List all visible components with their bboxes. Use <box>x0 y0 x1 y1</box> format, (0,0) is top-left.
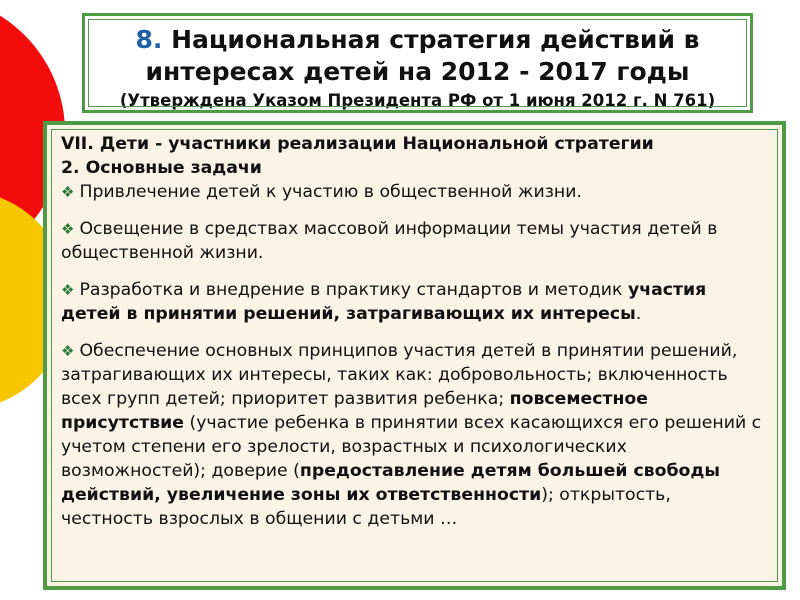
list-item-bold-text: повсеместное присутствие <box>61 389 649 433</box>
diamond-dots-bullet-icon: ❖ <box>61 342 75 360</box>
list-item-text: Разработка и внедрение в практику стандартов и методик <box>79 280 628 300</box>
slide-number: 8. <box>135 25 163 54</box>
list-item <box>61 339 766 531</box>
list-item-text: (участие ребенка в принятии всех касающихся его решений с учетом степени его зрелости, возрастных и психологических возможностей); доверие ( <box>61 413 762 481</box>
list-item <box>61 217 766 265</box>
subsection-heading: 2. Основные задачи <box>61 158 262 178</box>
slide-subtitle: (Утверждена Указом Президента РФ от 1 июня 2012 г. N 761) <box>119 91 716 110</box>
diamond-dots-bullet-icon: ❖ <box>61 281 75 299</box>
slide-title-text-1: Национальная стратегия действий в <box>171 25 700 54</box>
section-heading: VII. Дети - участники реализации Национальной стратегии <box>61 134 654 154</box>
diamond-dots-bullet-icon: ❖ <box>61 220 75 238</box>
diamond-dots-bullet-icon: ❖ <box>61 183 75 201</box>
list-item-bold-text: предоставление детям большей свободы действий, увеличение зоны их ответственности <box>61 461 721 505</box>
list-item-text: ); открытость, честность взрослых в общении с детьми … <box>61 485 671 529</box>
list-item-text-end: . <box>635 304 642 324</box>
list-item-text: Обеспечение основных принципов участия детей в принятии решений, затрагивающих их интересы, таких как: добровольность; включенность всех групп детей; приоритет развития ребенка; <box>61 341 738 409</box>
list-item-text: Освещение в средствах массовой информации темы участия детей в общественной жизни. <box>61 219 718 263</box>
list-item <box>61 180 766 204</box>
list-item-bold-text: участия детей в принятии решений, затрагивающих их интересы <box>61 280 707 324</box>
title-box <box>82 13 753 113</box>
list-item-text: Привлечение детей к участию в общественной жизни. <box>79 182 582 202</box>
slide-title-line-2: интересах детей на 2012 - 2017 годы <box>145 57 690 86</box>
slide-title-line-1 <box>85 24 750 56</box>
content-box <box>43 121 786 590</box>
list-item <box>61 278 766 326</box>
